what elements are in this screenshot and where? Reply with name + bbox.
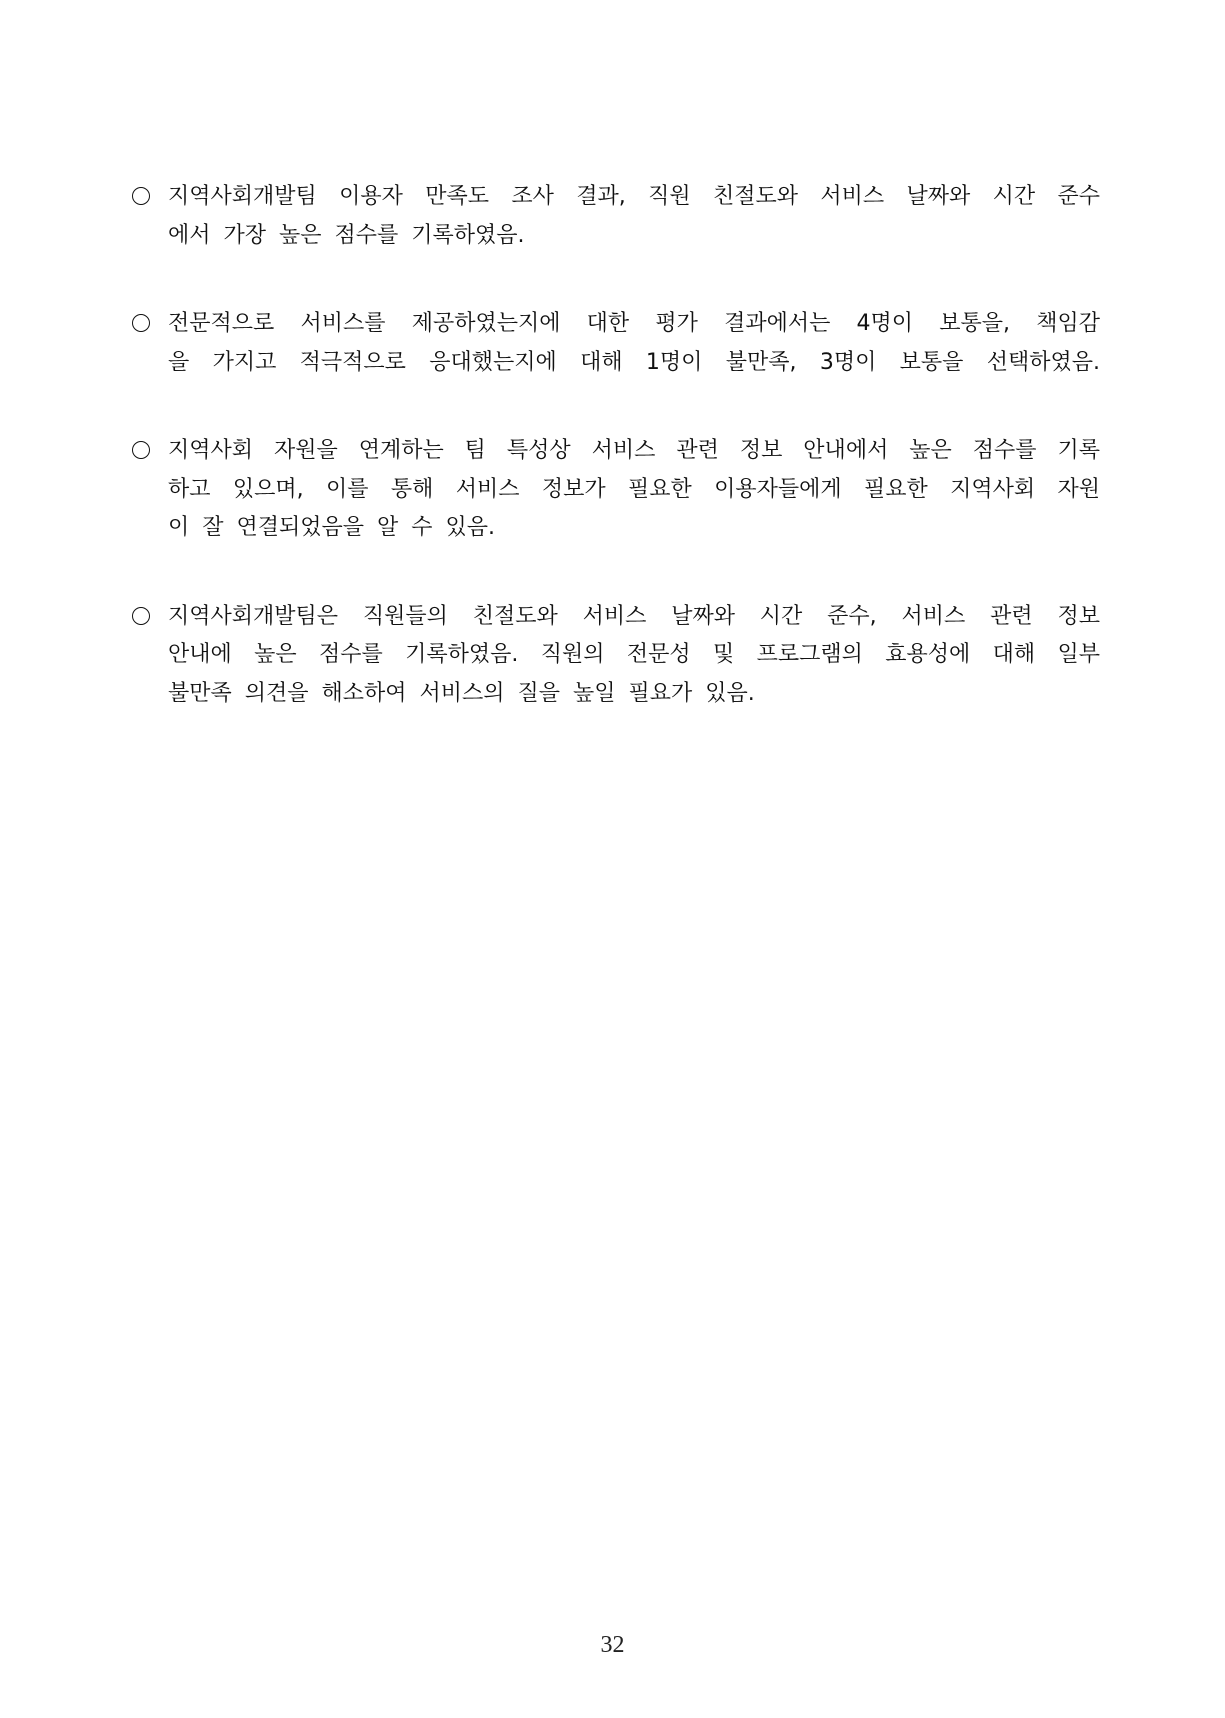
circle-bullet-icon: [132, 187, 150, 205]
text-line: 지역사회개발팀 이용자 만족도 조사 결과, 직원 친절도와 서비스 날짜와 시간 준수: [168, 184, 1100, 209]
text-line: 안내에 높은 점수를 기록하였음. 직원의 전문성 및 프로그램의 효용성에 대해 일부: [168, 642, 1100, 667]
text-line: 을 가지고 적극적으로 응대했는지에 대해 1명이 불만족, 3명이 보통을 선택하였음.: [168, 349, 1100, 375]
text-line: 전문적으로 서비스를 제공하였는지에 대한 평가 결과에서는 4명이 보통을, 책임감: [168, 311, 1100, 336]
text-line: 지역사회개발팀은 직원들의 친절도와 서비스 날짜와 시간 준수, 서비스 관련 정보: [168, 603, 1100, 629]
text-line: 불만족 의견을 해소하여 서비스의 질을 높일 필요가 있음.: [168, 680, 755, 706]
circle-bullet-icon: [132, 314, 150, 332]
page-number: 32: [600, 1632, 625, 1658]
text-line: 지역사회 자원을 연계하는 팀 특성상 서비스 관련 정보 안내에서 높은 점수를 기록: [168, 438, 1100, 463]
bullet-item: [132, 432, 1100, 548]
bullet-item: [132, 178, 1100, 255]
document-body: [132, 178, 1100, 763]
text-line: 이 잘 연결되었음을 알 수 있음.: [168, 515, 495, 540]
bullet-item: [132, 305, 1100, 382]
text-line: 에서 가장 높은 점수를 기록하였음.: [168, 222, 525, 248]
circle-bullet-icon: [132, 441, 150, 459]
bullet-item: [132, 598, 1100, 714]
circle-bullet-icon: [132, 607, 150, 625]
text-line: 하고 있으며, 이를 통해 서비스 정보가 필요한 이용자들에게 필요한 지역사회 자원: [168, 476, 1100, 502]
